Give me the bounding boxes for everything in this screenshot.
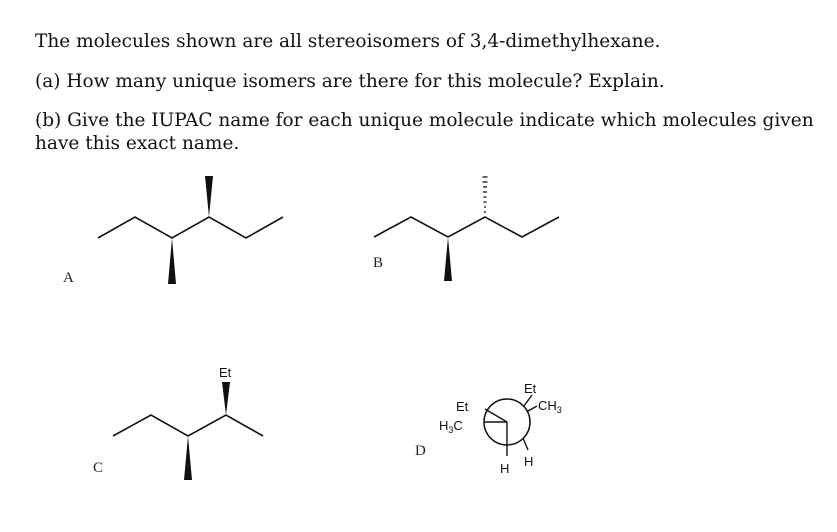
structure-b-wedge-down	[444, 237, 452, 281]
question-intro: The molecules shown are all stereoisomers of 3,4-dimethylhexane.	[35, 31, 661, 52]
structure-c-skeleton	[113, 415, 263, 436]
newman-front-bonds	[484, 409, 507, 456]
structure-c-wedge-down	[184, 436, 192, 480]
structure-label-a: A	[63, 270, 74, 286]
structure-a-wedge-down	[168, 238, 176, 284]
newman-front-ch3: $H_3C$	[439, 418, 463, 435]
structure-c-substituent: Et	[219, 365, 232, 380]
newman-back-h: H	[524, 454, 534, 469]
structure-a-wedge-up	[205, 176, 213, 217]
structure-b-hash-bond	[483, 177, 488, 212]
question-part-a: (a) How many unique isomers are there for this molecule? Explain.	[35, 71, 665, 92]
structure-label-b: B	[373, 255, 384, 271]
newman-front-h: H	[500, 461, 510, 476]
question-part-b: (b) Give the IUPAC name for each unique molecule indicate which molecules given have this exact name.	[35, 110, 814, 154]
structure-c-wedge-up	[222, 382, 230, 415]
structure-label-d: D	[415, 443, 426, 459]
structure-label-c: C	[93, 460, 104, 476]
structure-b-skeleton	[374, 217, 559, 237]
newman-front-et: Et	[456, 399, 469, 414]
structure-a-skeleton	[98, 217, 283, 238]
newman-back-et: Et	[524, 381, 537, 396]
newman-back-ch3: $CH_3$	[538, 398, 562, 415]
